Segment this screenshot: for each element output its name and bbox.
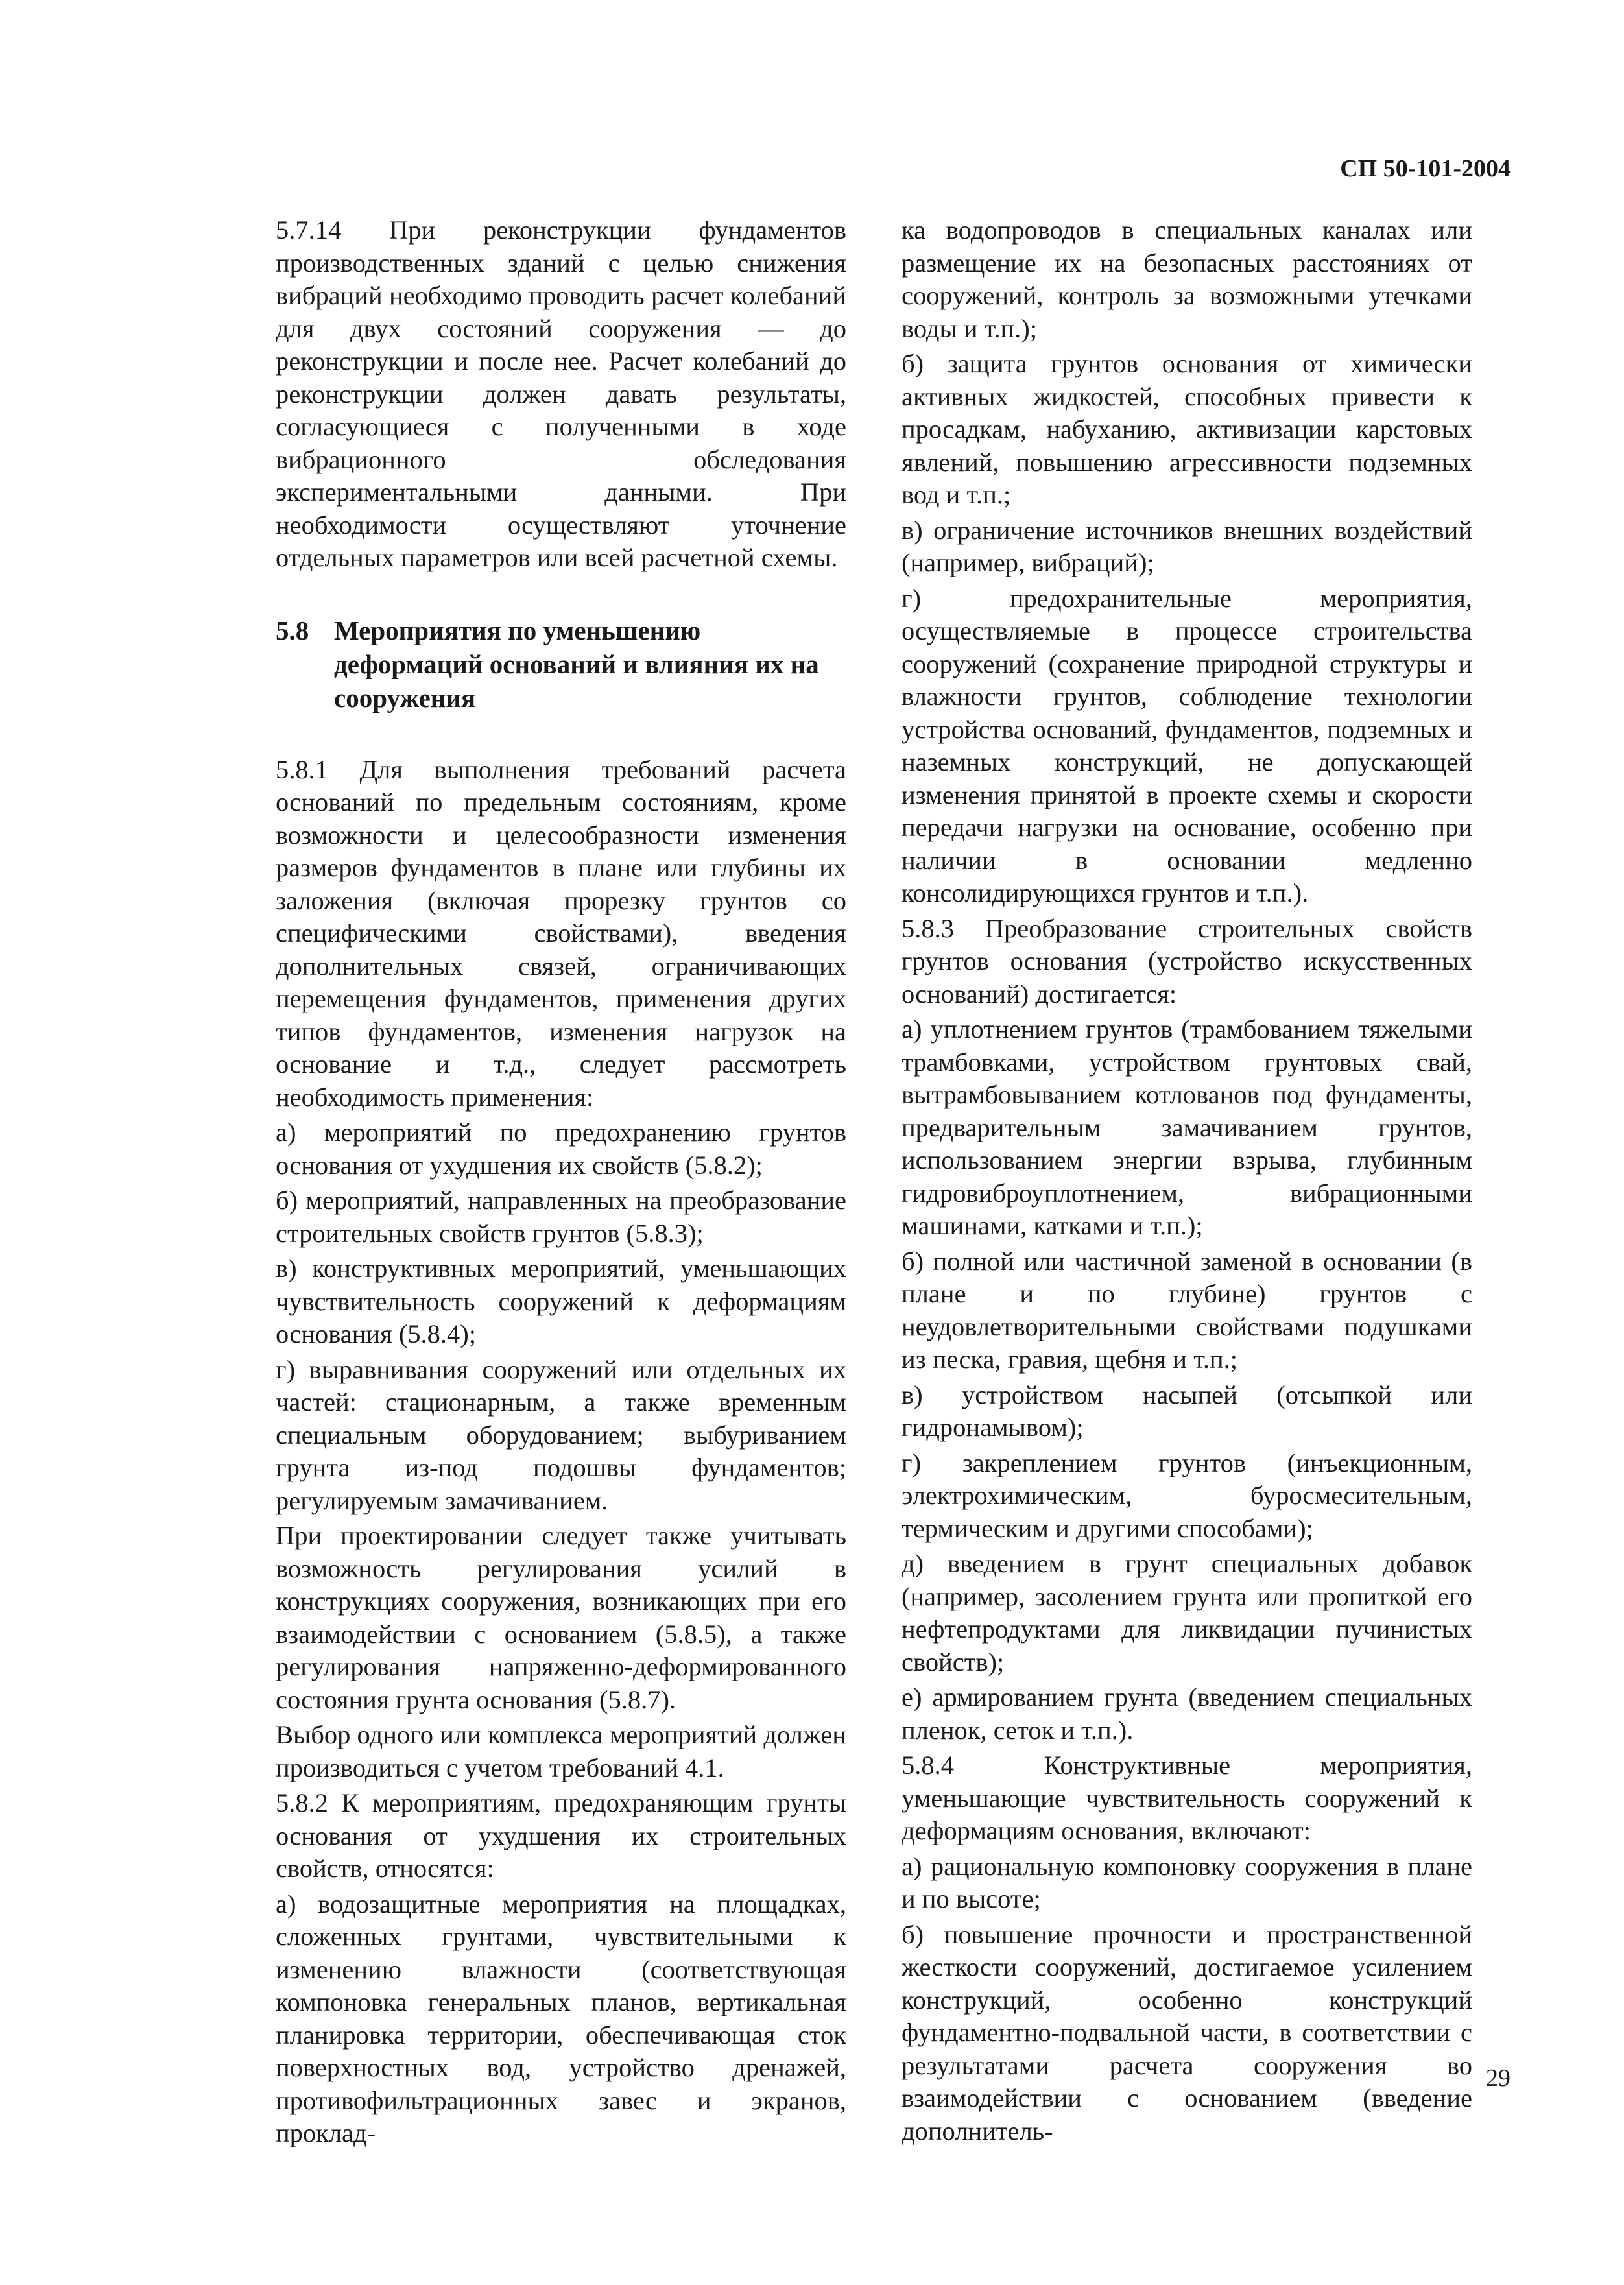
list-item-e-reinforcement: е) армированием грунта (введением специальных пленок, сеток и т.п.). (902, 1682, 1472, 1745)
section-number: 5.8 (276, 615, 309, 645)
list-item-b: б) мероприятий, направленных на преобразование строительных свойств грунтов (5.8.3); (276, 1186, 846, 1248)
paragraph-5-7-14: 5.7.14 При реконструкции фундаментов производственных зданий с целью снижения вибраций необходимо проводить расчет колебаний для двух состояний сооружения — до реконструкции и после нее. Расчет колебаний до реконструкции должен давать результаты, согласующиеся с полученными в ходе вибрационного обследования экспериментальными данными. При необходимости осуществляют уточнение отдельных параметров или всей расчетной схемы. (276, 215, 846, 572)
paragraph-5-8-4: 5.8.4 Конструктивные мероприятия, уменьшающие чувствительность сооружений к деформациям основания, включают: (902, 1751, 1472, 1845)
right-column (902, 214, 1472, 2150)
list-item-v-embankment: в) устройством насыпей (отсыпкой или гидронамывом); (902, 1380, 1472, 1442)
list-item-v: в) конструктивных мероприятий, уменьшающих чувствительность сооружений к деформациям основания (5.8.4); (276, 1254, 846, 1348)
list-item-a-waterproofing: а) водозащитные мероприятия на площадках, сложенных грунтами, чувствительными к изменению влажности (соответствующая компоновка генеральных планов, вертикальная планировка территории, обеспечивающая сток поверхностных вод, устройство дренажей, противофильтрационных завес и экранов, проклад- (276, 1889, 846, 2147)
paragraph-5-8-1: 5.8.1 Для выполнения требований расчета оснований по предельным состояниям, кроме возможности и целесообразности изменения размеров фундаментов в плане или глубины их заложения (включая прорезку грунтов со специфическими свойствами), введения дополнительных связей, ограничивающих перемещения фундаментов, применения других типов фундаментов, изменения нагрузок на основание и т.д., следует рассмотреть необходимость применения: (276, 754, 846, 1112)
list-item-g: г) выравнивания сооружений или отдельных их частей: стационарным, а также временным специальным оборудованием; выбуриванием грунта из-под подошвы фундаментов; регулируемым замачиванием. (276, 1354, 846, 1515)
list-item-a-layout: а) рациональную компоновку сооружения в плане и по высоте; (902, 1851, 1472, 1913)
section-title: Мероприятия по уменьшению деформаций оснований и влияния их на сооружения (334, 615, 819, 713)
list-item-g-stabilization: г) закреплением грунтов (инъекционным, электрохимическим, буросмесительным, термическим и другими способами); (902, 1448, 1472, 1543)
paragraph-5-8-3: 5.8.3 Преобразование строительных свойств грунтов основания (устройство искусственных оснований) достигается: (902, 913, 1472, 1009)
list-item-b-chemical: б) защита грунтов основания от химически активных жидкостей, способных привести к просадкам, набуханию, активизации карстовых явлений, повышению агрессивности подземных вод и т.п.; (902, 349, 1472, 509)
list-item-a: а) мероприятий по предохранению грунтов основания от ухудшения их свойств (5.8.2); (276, 1118, 846, 1180)
section-heading-5-8 (276, 614, 846, 715)
paragraph-5-8-2: 5.8.2 К мероприятиям, предохраняющим грунты основания от ухудшения их строительных свойств, относятся: (276, 1788, 846, 1883)
left-column (276, 214, 846, 2153)
page-number: 29 (1486, 2064, 1511, 2092)
paragraph-selection-note: Выбор одного или комплекса мероприятий должен производиться с учетом требований 4.1. (276, 1720, 846, 1782)
list-item-d-additives: д) введением в грунт специальных добавок (например, засолением грунта или пропиткой его нефтепродуктами для ликвидации пучинистых свойств); (902, 1549, 1472, 1677)
list-item-b-replacement: б) полной или частичной заменой в основании (в плане и по глубине) грунтов с неудовлетворительными свойствами подушками из песка, гравия, щебня и т.п.; (902, 1246, 1472, 1374)
paragraph-design-note: При проектировании следует также учитывать возможность регулирования усилий в конструкциях сооружения, возникающих при его взаимодействии с основанием (5.8.5), а также регулирования напряженно-деформированного состояния грунта основания (5.8.7). (276, 1521, 846, 1714)
list-item-g-protective: г) предохранительные мероприятия, осуществляемые в процессе строительства сооружений (сохранение природной структуры и влажности грунтов, соблюдение технологии устройства оснований, фундаментов, подземных и наземных конструкций, не допускающей изменения принятой в проекте схемы и скорости передачи нагрузки на основание, особенно при наличии в основании медленно консолидирующихся грунтов и т.п.). (902, 583, 1472, 907)
paragraph-continuation: ка водопроводов в специальных каналах или размещение их на безопасных расстояниях от сооружений, контроль за возможными утечками воды и т.п.); (902, 215, 1472, 343)
list-item-a-compaction: а) уплотнением грунтов (трамбованием тяжелыми трамбовками, устройством грунтовых свай, вытрамбовыванием котлованов под фундаменты, предварительным замачиванием грунтов, использованием энергии взрыва, глубинным гидровиброуплотнением, вибрационными машинами, катками и т.п.); (902, 1014, 1472, 1240)
document-code-header: СП 50-101-2004 (1340, 155, 1511, 182)
list-item-b-strength: б) повышение прочности и пространственной жесткости сооружений, достигаемое усилением конструкций, особенно конструкций фундаментно-подвальной части, в соответствии с результатами расчета сооружения во взаимодействии с основанием (введение дополнитель- (902, 1919, 1472, 2146)
list-item-v-external: в) ограничение источников внешних воздействий (например, вибраций); (902, 515, 1472, 577)
